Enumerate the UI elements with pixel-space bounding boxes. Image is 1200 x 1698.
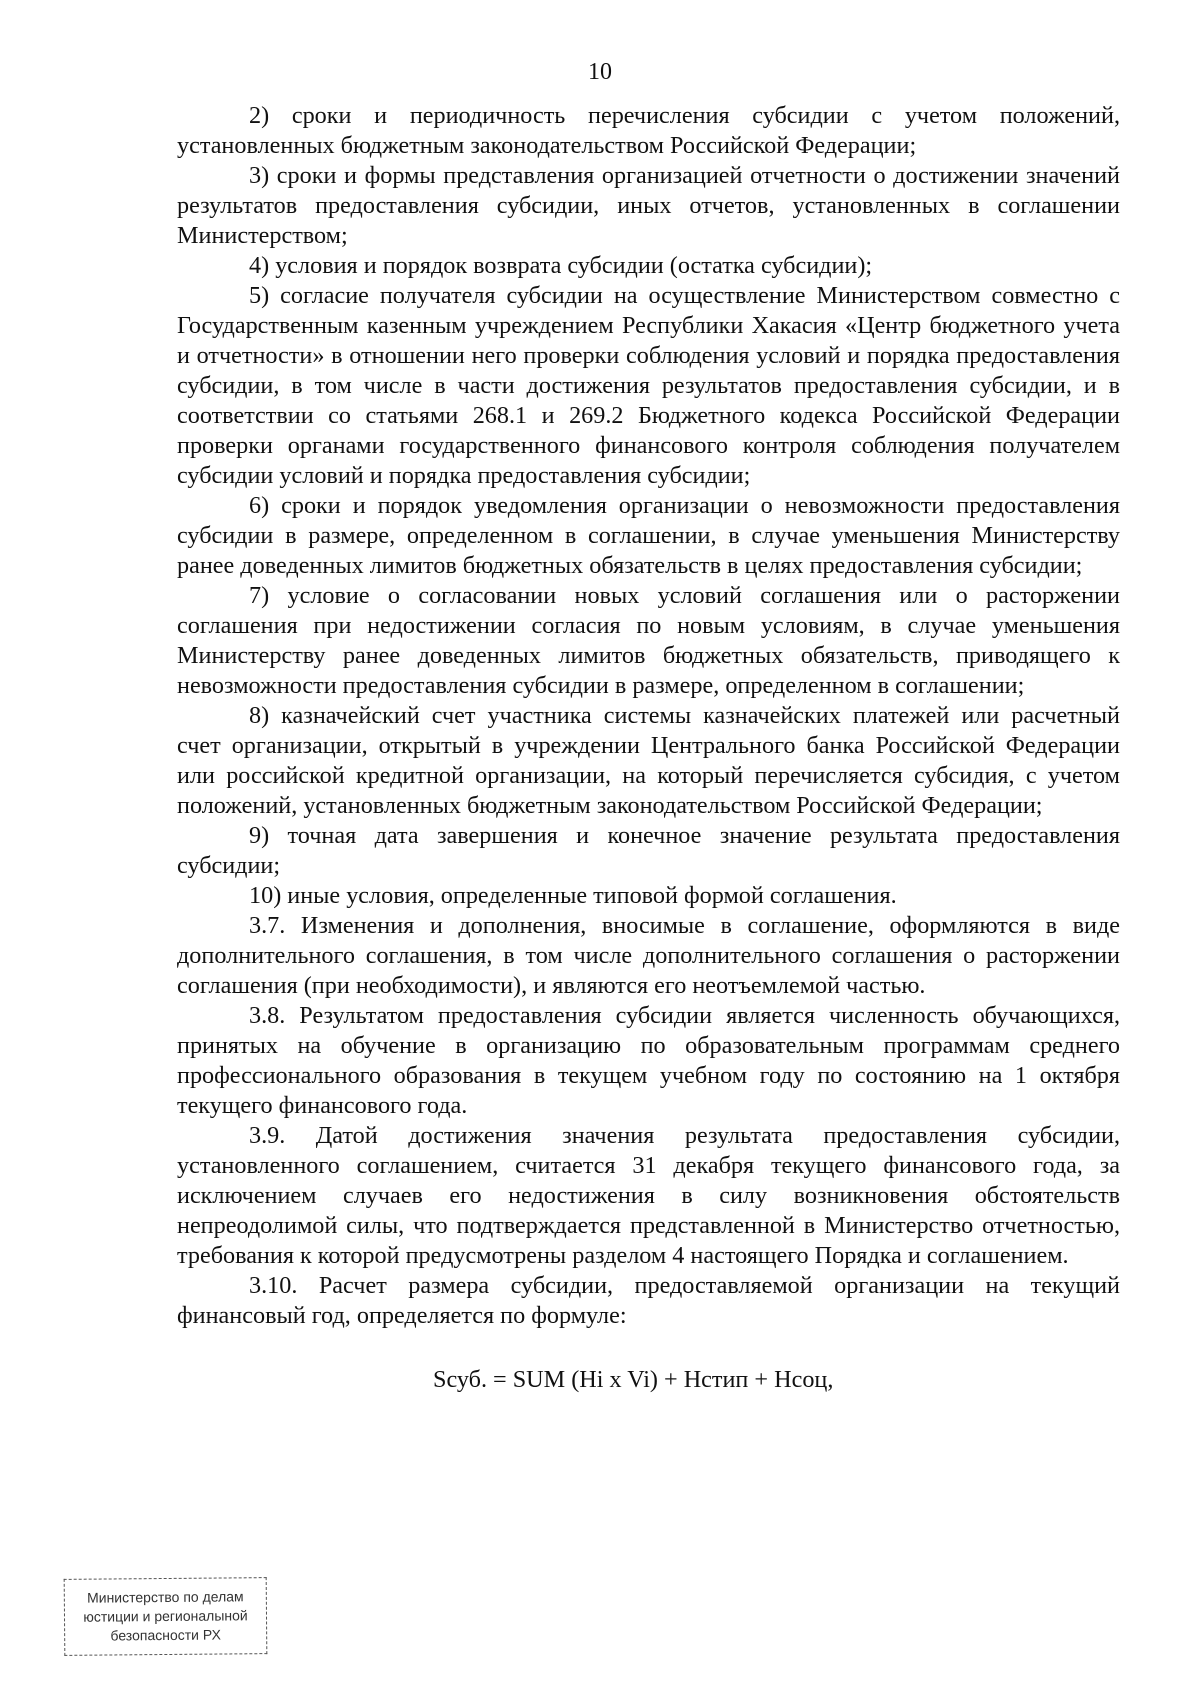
ministry-stamp [64, 1577, 268, 1656]
stamp-line: юстиции и регионалыной [83, 1607, 248, 1625]
paragraph-item-2: 2) сроки и периодичность перечисления субсидии с учетом положений, установленных бюджетным законодательством Российской Федерации; [177, 102, 1120, 159]
paragraph-item-4: 4) условия и порядок возврата субсидии (остатка субсидии); [249, 252, 873, 279]
document-body [177, 101, 1120, 1395]
paragraph-item-10: 10) иные условия, определенные типовой формой соглашения. [249, 882, 897, 909]
paragraph-item-9: 9) точная дата завершения и конечное значение результата предоставления субсидии; [177, 822, 1120, 879]
paragraph-item-3: 3) сроки и формы представления организацией отчетности о достижении значений результатов предоставления субсидии, иных отчетов, установленных в соглашении Министерством; [177, 162, 1120, 249]
paragraph-3-8: 3.8. Результатом предоставления субсидии является численность обучающихся, принятых на обучение в организацию по образовательным программам среднего профессионального образования в текущем учебном году по состоянию на 1 октября текущего финансового года. [177, 1002, 1120, 1119]
paragraph-item-6: 6) сроки и порядок уведомления организации о невозможности предоставления субсидии в размере, определенном в соглашении, в случае уменьшения Министерству ранее доведенных лимитов бюджетных обязательств в целях предоставления субсидии; [177, 492, 1120, 579]
stamp-line: Министерство по делам [86, 1588, 244, 1606]
paragraph-item-8: 8) казначейский счет участника системы казначейских платежей или расчетный счет организации, открытый в учреждении Центрального банка Российской Федерации или российской кредитной организации, на который перечисляется субсидия, с учетом положений, установленных бюджетным законодательством Российской Федерации; [177, 702, 1120, 819]
paragraph-3-7: 3.7. Изменения и дополнения, вносимые в соглашение, оформляются в виде дополнительного соглашения, в том числе дополнительного соглашения о расторжении соглашения (при необходимости), и являются его неотъемлемой частью. [177, 912, 1120, 999]
subsidy-formula: Sсуб. = SUM (Hi x Vi) + Нстип + Нсоц, [433, 1366, 834, 1393]
page-number: 10 [588, 59, 612, 85]
paragraph-item-7: 7) условие о согласовании новых условий соглашения или о расторжении соглашения при недостижении согласия по новым условиям, в случае уменьшения Министерству ранее доведенных лимитов бюджетных обязательств, приводящего к невозможности предоставления субсидии в размере, определенном в соглашении; [177, 582, 1120, 699]
paragraph-3-10: 3.10. Расчет размера субсидии, предоставляемой организации на текущий финансовый год, определяется по формуле: [177, 1272, 1120, 1329]
stamp-line: безопасности РХ [110, 1626, 221, 1644]
paragraph-3-9: 3.9. Датой достижения значения результата предоставления субсидии, установленного соглашением, считается 31 декабря текущего финансового года, за исключением случаев его недостижения в силу возникновения обстоятельств непреодолимой силы, что подтверждается представленной в Министерство отчетностью, требования к которой предусмотрены разделом 4 настоящего Порядка и соглашением. [177, 1122, 1120, 1269]
paragraph-item-5: 5) согласие получателя субсидии на осуществление Министерством совместно с Государственным казенным учреждением Республики Хакасия «Центр бюджетного учета и отчетности» в отношении него проверки соблюдения условий и порядка предоставления субсидии, в том числе в части достижения результатов предоставления субсидии, и в соответствии со статьями 268.1 и 269.2 Бюджетного кодекса Российской Федерации проверки органами государственного финансового контроля соблюдения получателем субсидии условий и порядка предоставления субсидии; [177, 282, 1120, 489]
